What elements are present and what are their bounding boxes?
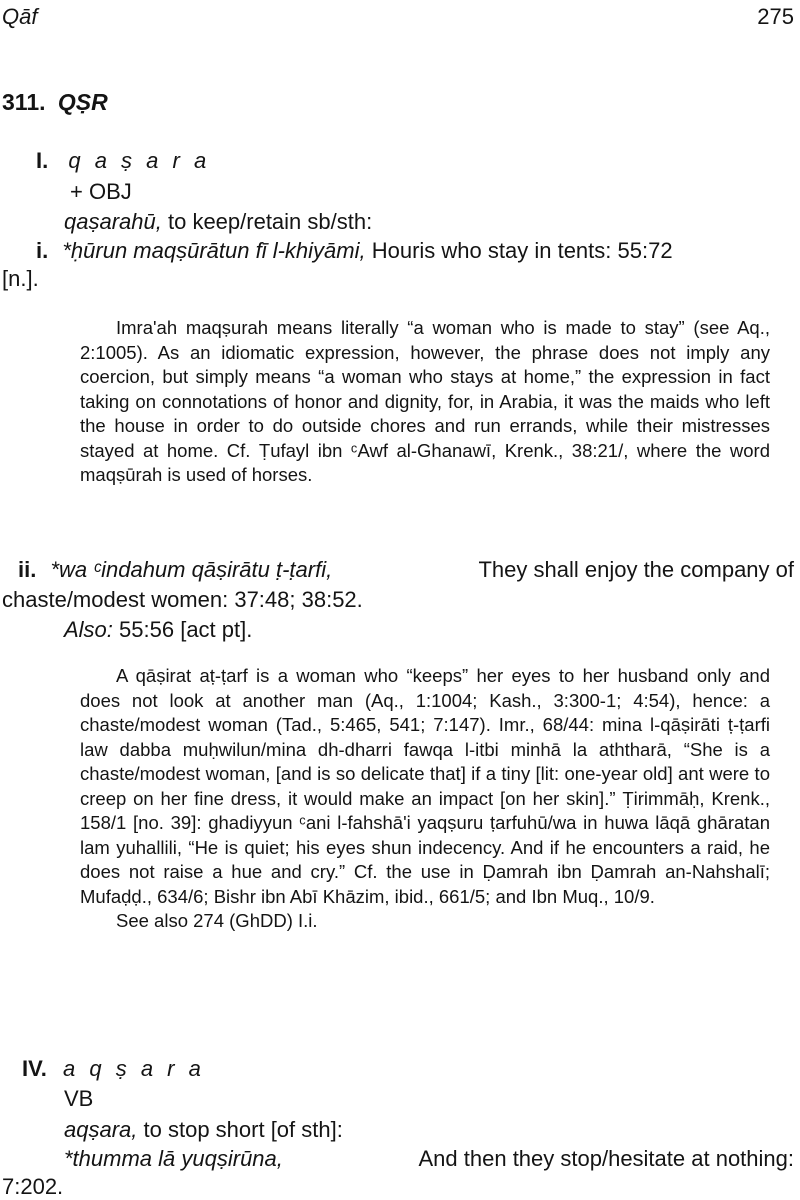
note-2	[80, 664, 770, 934]
sense-ii-label: ii.	[18, 557, 37, 582]
form-I-gloss-form: qaṣarahū,	[64, 209, 162, 234]
note-2-paragraph: A qāṣirat aṭ-ṭarf is a woman who “keeps” her eyes to her husband only and does not look at another man (Aq., 1:1004; Kash., 3:300-1; 4:54), hence: a chaste/modest woman (Tad., 5:465, 541; 7:147). Imr., 68/44: mina l-qāṣirāti ṭ-ṭarfi law dabba muḥwilun/mina dh-dharri fawqa l-itbi minhā la aththarā, “She is a chaste/modest woman, [and is so delicate that] if a tiny [lit: one-year old] ant were to creep on her fine dress, it would make an impact [on her skin].” Ṭirimmāḥ, Krenk., 158/1 [no. 39]: ghadiyyun ᶜani l-fahshā'i yaqṣuru ṭarfuhū/wa in huwa lāqā ghāratan lam yuhallili, “He is quiet; his eyes shun indecency. And if he encounters a raid, he does not raise a hue and cry.” Cf. the use in Ḍamrah ibn Ḍamrah an-Nahshalī; Mufaḍḍ., 634/6; Bishr ibn Abī Khāzim, ibid., 661/5; and Ibn Muq., 10/9.	[80, 665, 770, 907]
sense-ii-translation-start: They shall enjoy the company of	[478, 557, 794, 582]
form-I-i-line	[36, 238, 673, 264]
form-I-syntax: + OBJ	[70, 179, 132, 204]
page-number: 275	[757, 4, 794, 29]
note-2-see-also: See also 274 (GhDD) I.i.	[116, 910, 318, 931]
form-IV-quote-line	[64, 1146, 794, 1172]
entry-number: 311.	[2, 89, 46, 115]
form-IV-label: IV.	[22, 1056, 47, 1081]
sense-ii-line	[18, 557, 794, 583]
form-IV-verb: a q ṣ a r a	[63, 1056, 205, 1081]
sense-ii-also	[64, 617, 252, 643]
form-IV-trailing: 7:202.	[2, 1174, 64, 1199]
form-IV-translation: And then they stop/hesitate at nothing:	[418, 1146, 794, 1171]
form-IV-syntax: VB	[64, 1086, 94, 1111]
form-IV-heading	[22, 1056, 205, 1082]
entry-root: QṢR	[57, 89, 108, 115]
form-IV-gloss-text: to stop short [of sth]:	[143, 1117, 343, 1142]
form-IV-gloss	[64, 1117, 343, 1143]
sense-ii-quote: *wa ᶜindahum qāṣirātu ṭ-ṭarfi,	[50, 557, 333, 582]
sense-i-trailing: [n.].	[2, 266, 39, 291]
sense-i-quote: *ḥūrun maqṣūrātun fī l-khiyāmi,	[62, 238, 366, 263]
form-I-heading	[36, 148, 210, 174]
also-text: 55:56 [act pt].	[119, 617, 253, 642]
form-I-gloss-text: to keep/retain sb/sth:	[167, 209, 373, 234]
form-IV-gloss-form: aqṣara,	[64, 1117, 138, 1142]
note-1	[80, 316, 770, 488]
entry-heading	[2, 89, 108, 116]
running-head: Qāf	[2, 4, 38, 29]
form-IV-quote: *thumma lā yuqṣirūna,	[64, 1146, 283, 1171]
form-I-verb: q a ṣ a r a	[68, 148, 211, 173]
form-I-gloss	[64, 209, 372, 235]
sense-i-translation: Houris who stay in tents: 55:72	[371, 238, 673, 263]
also-label: Also:	[64, 617, 113, 642]
form-I-label: I.	[36, 148, 49, 173]
note-1-paragraph: Imra'ah maqṣurah means literally “a woman who is made to stay” (see Aq., 2:1005). As an idiomatic expression, however, the phrase does not imply any coercion, but simply means “a woman who stays at home,” the expression in fact taking on connotations of honor and dignity, for, in Arabia, it was the maids who left the house in order to do outside chores and run errands, while their mistresses stayed at home. Cf. Ṭufayl ibn ᶜAwf al-Ghanawī, Krenk., 38:21/, where the word maqṣūrah is used of horses.	[80, 317, 770, 485]
sense-ii-line2: chaste/modest women: 37:48; 38:52.	[2, 587, 363, 612]
sense-i-label: i.	[36, 238, 49, 263]
